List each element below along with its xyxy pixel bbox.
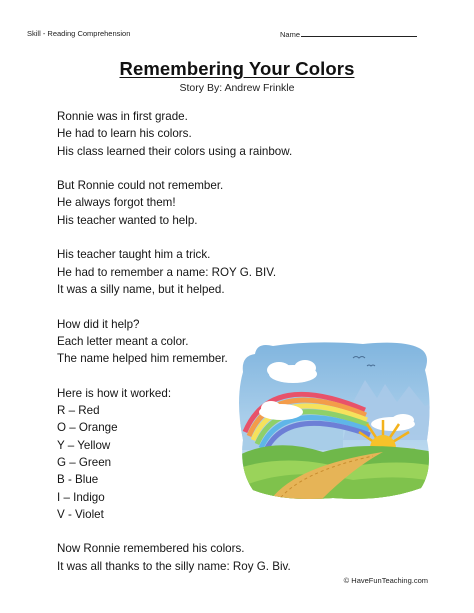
paragraph [57,246,367,298]
story-line: His class learned their colors using a rainbow. [57,144,293,158]
story-author: Story By: Andrew Frinkle [179,82,295,94]
paragraph [57,108,367,160]
color-item-blue: B - Blue [57,473,99,487]
story-line: He always forgot them! [57,196,176,210]
story-line: Here is how it worked: [57,386,172,400]
story-line: It was a silly name, but it helped. [57,282,225,296]
story-line: Ronnie was in first grade. [57,110,188,123]
story-line: His teacher taught him a trick. [57,248,211,262]
color-item-green: G – Green [57,455,112,469]
story-line: Now Ronnie remembered his colors. [57,542,245,556]
story-line: But Ronnie could not remember. [57,179,224,193]
story-line: He had to remember a name: ROY G. BIV. [57,265,277,279]
story-line: Each letter meant a color. [57,334,189,348]
rainbow-illustration [233,340,435,502]
worksheet-header [27,29,446,41]
paragraph [57,540,367,575]
name-blank-line [301,29,417,37]
color-item-violet: V - Violet [57,507,104,521]
story-title: Remembering Your Colors [119,58,355,79]
color-item-yellow: Y – Yellow [57,438,111,452]
story-line: His teacher wanted to help. [57,213,198,227]
name-label: Name [280,30,301,39]
color-item-orange: O – Orange [57,421,118,435]
story-line: The name helped him remember. [57,352,228,366]
story-line: How did it help? [57,317,140,331]
paragraph [57,177,367,229]
color-item-red: R – Red [57,404,100,418]
story-line: It was all thanks to the silly name: Roy G. Biv. [57,559,291,573]
name-field [280,29,417,39]
story-line: He had to learn his colors. [57,127,192,141]
copyright-footer: © HaveFunTeaching.com [343,576,428,585]
color-item-indigo: I – Indigo [57,490,105,504]
skill-label: Skill - Reading Comprehension [27,29,131,38]
